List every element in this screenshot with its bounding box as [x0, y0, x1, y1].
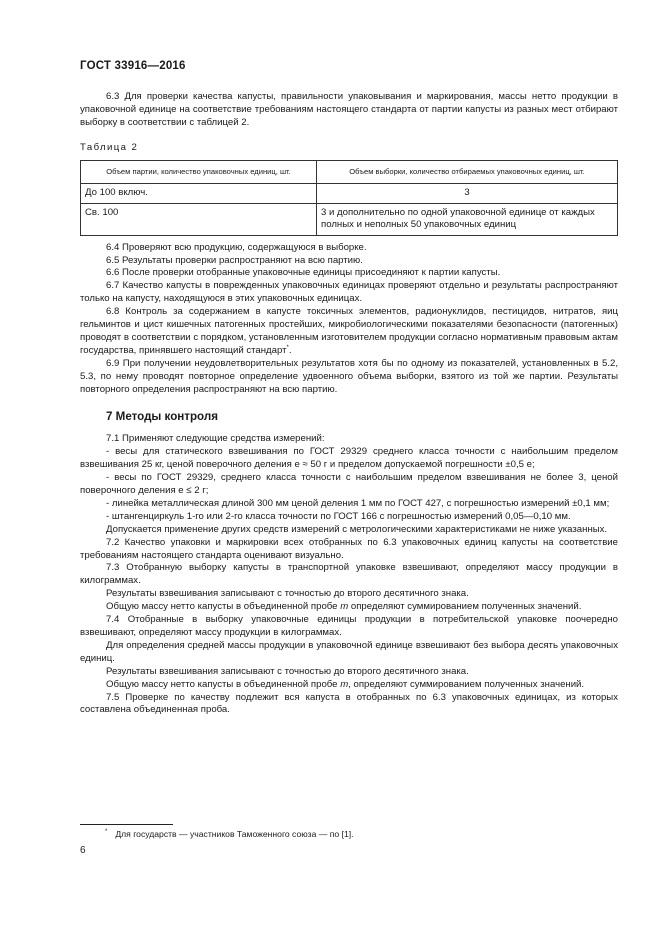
- clause-6-8-text: 6.8 Контроль за содержанием в капусте токсичных элементов, радионуклидов, пестицидов, нитратов, яиц гельминтов и цист кишечных патогенных простейших, микробиологическими показателями безопасности (патогенных) проводят в соответствии с порядком, установленным изготовителем продукции согласно нормативным правовым актам государства, принявшего настоящий стандарт: [80, 306, 618, 356]
- results-text: Результаты взвешивания записывают с точностью до второго десятичного знака.: [106, 588, 469, 600]
- table-row: [81, 203, 618, 235]
- section-7-heading: 7 Методы контроля: [106, 409, 218, 423]
- results-text: Результаты взвешивания записывают с точностью до второго десятичного знака.: [106, 665, 469, 677]
- total-mass-text: [80, 679, 618, 692]
- table-cell: 3: [317, 184, 618, 204]
- text-part: , определяют суммированием полученных значений.: [348, 678, 585, 690]
- table-title: Таблица 2: [80, 141, 139, 153]
- total-mass-text: [80, 601, 618, 614]
- clause-6-9: 6.9 При получении неудовлетворительных результатов хотя бы по одному из показателей, установленных в 5.2, 5.3, по нему проводят повторное определение удвоенного объема выборки, взятого из той же партии. Результаты повторного определения распространяют на всю партию.: [80, 357, 618, 395]
- clause-6-8-end: .: [288, 344, 292, 356]
- variable-m: m: [340, 678, 349, 690]
- clause-6-6: 6.6 После проверки отобранные упаковочные единицы присоединяют к партии капусты.: [106, 267, 501, 279]
- table-header-row: [81, 160, 618, 184]
- list-item: - штангенциркуль 1-го или 2-го класса точности по ГОСТ 166 с погрешностью измерений 0,05—0,10 мм.: [106, 510, 571, 522]
- allowed-note: Допускается применение других средств измерений с метрологическими характеристиками не ниже указанных.: [106, 523, 608, 535]
- clause-6-4: 6.4 Проверяют всю продукцию, содержащуюся в выборке.: [106, 241, 367, 253]
- text-part: Общую массу нетто капусты в объединенной пробе: [106, 601, 341, 613]
- footnote-mark: *: [105, 829, 108, 836]
- footnote-text: Для государств — участников Таможенного союза — по [1].: [115, 829, 354, 839]
- clause-7-2: 7.2 Качество упаковки и маркировки всех отобранных по 6.3 упаковочных единиц капусты на соответствие требованиям настоящего стандарта оценивают визуально.: [80, 536, 618, 561]
- page-content: [80, 91, 618, 717]
- clause-6-8: [80, 306, 618, 358]
- list-item: - линейка металлическая длиной 300 мм ценой деления 1 мм по ГОСТ 427, с погрешностью измерений ±0,1 мм;: [106, 497, 610, 509]
- clause-6-3: 6.3 Для проверки качества капусты, правильности упаковывания и маркирования, массы нетто продукции в упаковочной единице на соответствие требованиям настоящего стандарта от партии капусты из разных мест отбирают выборку в соответствии с таблицей 2.: [80, 91, 618, 128]
- footnote-ref: *: [286, 344, 289, 351]
- clause-6-7: 6.7 Качество капусты в поврежденных упаковочных единицах проверяют отдельно и результаты распространяют только на капусту, находящуюся в этих упаковочных единицах.: [80, 280, 618, 305]
- document-header: ГОСТ 33916—2016: [80, 60, 186, 72]
- table-cell: До 100 включ.: [81, 184, 317, 204]
- table-col2-header: Объем выборки, количество отбираемых упаковочных единиц, шт.: [317, 160, 618, 184]
- clause-6-5: 6.5 Результаты проверки распространяют на всю партию.: [106, 254, 363, 266]
- table-row: [81, 184, 618, 204]
- list-item: - весы по ГОСТ 29329, среднего класса точности с наибольшим пределом взвешивания не более 3, ценой поверочного деления е ≤ 2 г;: [80, 472, 618, 497]
- average-text: Для определения средней массы продукции в упаковочной единице взвешивают без выбора десять упаковочных единиц.: [80, 639, 618, 664]
- footnote-divider: [80, 824, 173, 825]
- table-cell: Св. 100: [81, 203, 317, 235]
- variable-m: m: [340, 601, 349, 613]
- footnote: [105, 829, 354, 839]
- table-col1-header: Объем партии, количество упаковочных единиц, шт.: [81, 160, 317, 184]
- clause-7-4: 7.4 Отобранные в выборку упаковочные единицы продукции в потребительской упаковке поочередно взвешивают, определяют массу продукции в килограммах.: [80, 614, 618, 638]
- page-number: 6: [80, 845, 86, 856]
- clause-7-3: 7.3 Отобранную выборку капусты в транспортной упаковке взвешивают, определяют массу продукции в килограммах.: [80, 562, 618, 587]
- clause-7-5: 7.5 Проверке по качеству подлежит вся капуста в отобранных по 6.3 упаковочных единицах, из которых составлена объединенная проба.: [80, 691, 618, 716]
- text-part: определяют суммированием полученных значений.: [348, 601, 582, 613]
- list-item: - весы для статического взвешивания по ГОСТ 29329 среднего класса точности с наибольшим пределом взвешивания 25 кг, ценой поверочного деления е ≈ 50 г и пределом допускаемой погрешности ±0,5 е;: [80, 446, 618, 471]
- clause-7-1: 7.1 Применяют следующие средства измерений:: [106, 433, 325, 445]
- table-cell: 3 и дополнительно по одной упаковочной единице от каждых полных и неполных 50 упаковочных единиц: [317, 203, 618, 235]
- table-2: [80, 160, 618, 236]
- text-part: Общую массу нетто капусты в объединенной пробе: [106, 678, 341, 690]
